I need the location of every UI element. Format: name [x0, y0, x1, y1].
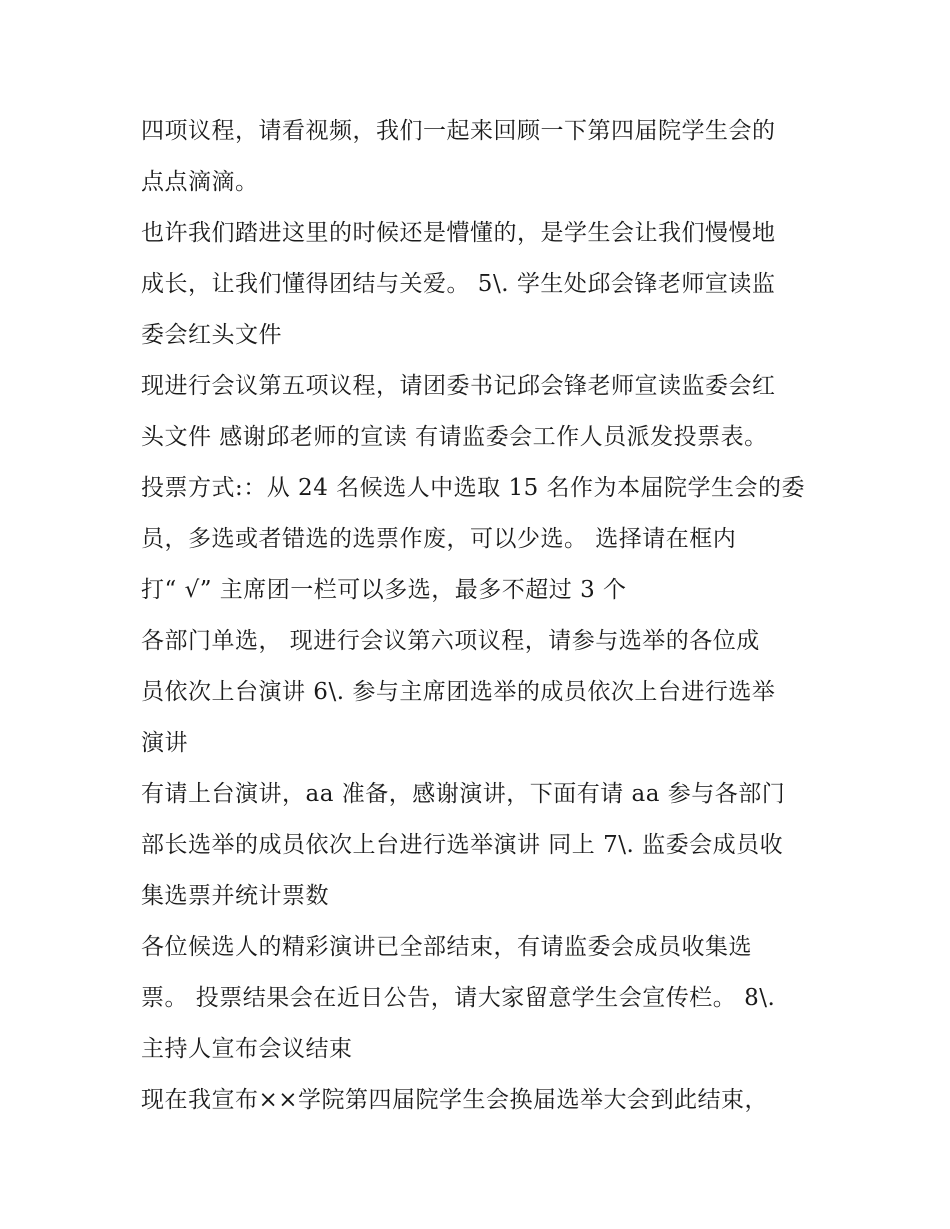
text-line: 头文件 感谢邱老师的宣读 有请监委会工作人员派发投票表。 — [141, 424, 768, 450]
text-line: 各部门单选， 现进行会议第六项议程，请参与选举的各位成 — [141, 628, 760, 654]
text-line: 各位候选人的精彩演讲已全部结束，有请监委会成员收集选 — [141, 934, 752, 960]
document-body — [141, 106, 841, 1126]
text-line: 投票方式:：从 24 名候选人中选取 15 名作为本届院学生会的委 — [141, 475, 806, 501]
text-line: 也许我们踏进这里的时候还是懵懂的，是学生会让我们慢慢地 — [141, 220, 776, 246]
text-line: 票。 投票结果会在近日公告，请大家留意学生会宣传栏。 8\. — [141, 985, 776, 1011]
text-line: 演讲 — [141, 730, 188, 756]
text-line: 有请上台演讲，aa 准备，感谢演讲，下面有请 aa 参与各部门 — [141, 781, 786, 807]
text-line: 集选票并统计票数 — [141, 883, 329, 909]
text-line: 点点滴滴。 — [141, 169, 259, 195]
text-line: 四项议程，请看视频，我们一起来回顾一下第四届院学生会的 — [141, 118, 776, 144]
text-line: 成长，让我们懂得团结与关爱。 5\. 学生处邱会锋老师宣读监 — [141, 271, 776, 297]
text-line: 现在我宣布××学院第四届院学生会换届选举大会到此结束， — [141, 1087, 769, 1113]
text-line: 打“ √” 主席团一栏可以多选，最多不超过 3 个 — [141, 577, 627, 603]
text-line: 员依次上台演讲 6\. 参与主席团选举的成员依次上台进行选举 — [141, 679, 776, 705]
text-line: 现进行会议第五项议程，请团委书记邱会锋老师宣读监委会红 — [141, 373, 776, 399]
text-line: 部长选举的成员依次上台进行选举演讲 同上 7\. 监委会成员收 — [141, 832, 784, 858]
text-line: 员，多选或者错选的选票作废，可以少选。 选择请在框内 — [141, 526, 737, 552]
text-line: 主持人宣布会议结束 — [141, 1036, 353, 1062]
text-line: 委会红头文件 — [141, 322, 282, 348]
